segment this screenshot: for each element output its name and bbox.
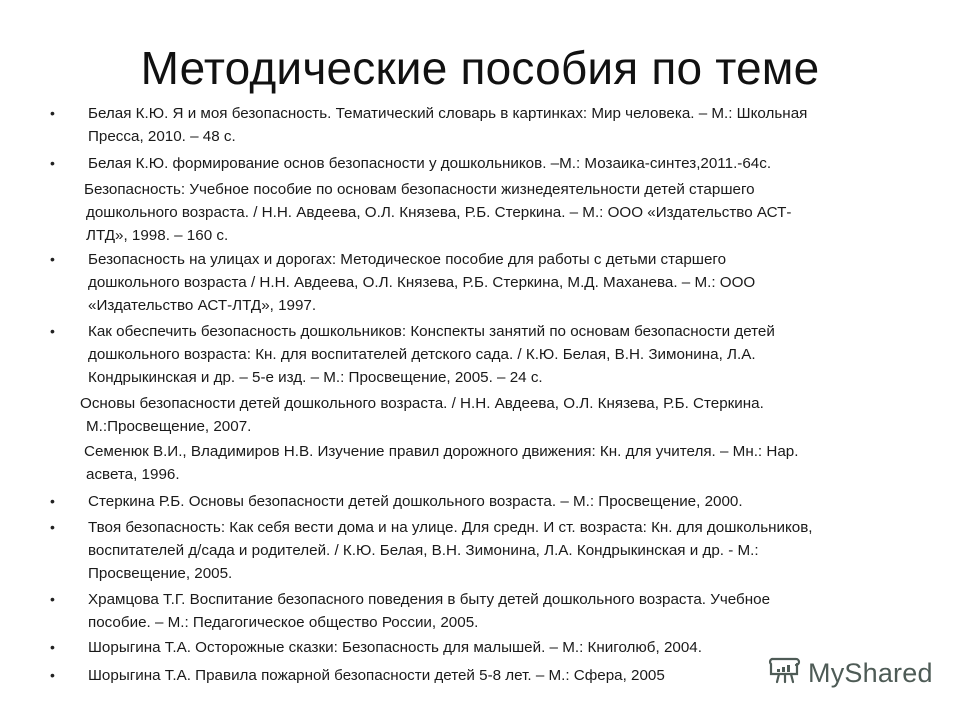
list-item-text: Твоя безопасность: Как себя вести дома и на улице. Для средн. И ст. возраста: Кн. для дошкольников, воспитателей д/сада и родителей. / К.Ю. Белая, В.Н. Зимонина, Л.А. Кондрыкинская и др. - М.: Просвещение, 2005. (88, 519, 813, 582)
bullet-icon: • (50, 519, 55, 535)
list-item-text: Безопасность: Учебное пособие по основам безопасности жизнедеятельности детей старшего дошкольного возраста. / Н.Н. Авдеева, О.Л. Князева, Р.Б. Стеркина. – М.: ООО «Издательство АСТ- ЛТД», 1998. – 160 с. (84, 181, 792, 244)
bullet-icon: • (50, 591, 55, 607)
bullet-icon: • (50, 323, 55, 339)
bullet-icon: • (50, 155, 55, 171)
list-item-text: Храмцова Т.Г. Воспитание безопасного поведения в быту детей дошкольного возраста. Учебное пособие. – М.: Педагогическое общество России, 2005. (88, 591, 771, 631)
bullet-icon: • (50, 667, 55, 683)
list-item-text: Основы безопасности детей дошкольного возраста. / Н.Н. Авдеева, О.Л. Князева, Р.Б. Стеркина. М.:Просвещение, 2007. (80, 395, 764, 435)
presentation-board-icon (768, 654, 802, 693)
bullet-icon: • (50, 251, 55, 267)
list-item-text: Шорыгина Т.А. Осторожные сказки: Безопасность для малышей. – М.: Книголюб, 2004. (88, 639, 702, 656)
slide-title: Методические пособия по теме (140, 42, 820, 94)
list-item-text: Безопасность на улицах и дорогах: Методическое пособие для работы с детьми старшего дошкольного возраста / Н.Н. Авдеева, О.Л. Князева, Р.Б. Стеркина, М.Д. Маханева. – М.: ООО «Издательство АСТ-ЛТД», 1997. (88, 251, 756, 314)
watermark-text: MyShared (808, 657, 933, 688)
myshared-watermark (768, 656, 933, 690)
list-item-text: Стеркина Р.Б. Основы безопасности детей дошкольного возраста. – М.: Просвещение, 2000. (88, 493, 743, 510)
bullet-icon: • (50, 493, 55, 509)
list-item-text: Белая К.Ю. формирование основ безопасности у дошкольников. –М.: Мозаика-синтез,2011.-64с. (88, 155, 772, 172)
list-item-text: Шорыгина Т.А. Правила пожарной безопасности детей 5-8 лет. – М.: Сфера, 2005 (88, 667, 665, 684)
list-item-text: Белая К.Ю. Я и моя безопасность. Тематический словарь в картинках: Мир человека. – М.: Школьная Пресса, 2010. – 48 с. (88, 105, 808, 145)
list-item-text: Как обеспечить безопасность дошкольников: Конспекты занятий по основам безопасности детей дошкольного возраста: Кн. для воспитателей детского сада. / К.Ю. Белая, В.Н. Зимонина, Л.А. Кондрыкинская и др. – 5-е изд. – М.: Просвещение, 2005. – 24 с. (88, 323, 775, 386)
bullet-icon: • (50, 105, 55, 121)
list-item-text: Семенюк В.И., Владимиров Н.В. Изучение правил дорожного движения: Кн. для учителя. – Мн.: Нар. асвета, 1996. (84, 443, 799, 483)
bullet-icon: • (50, 639, 55, 655)
